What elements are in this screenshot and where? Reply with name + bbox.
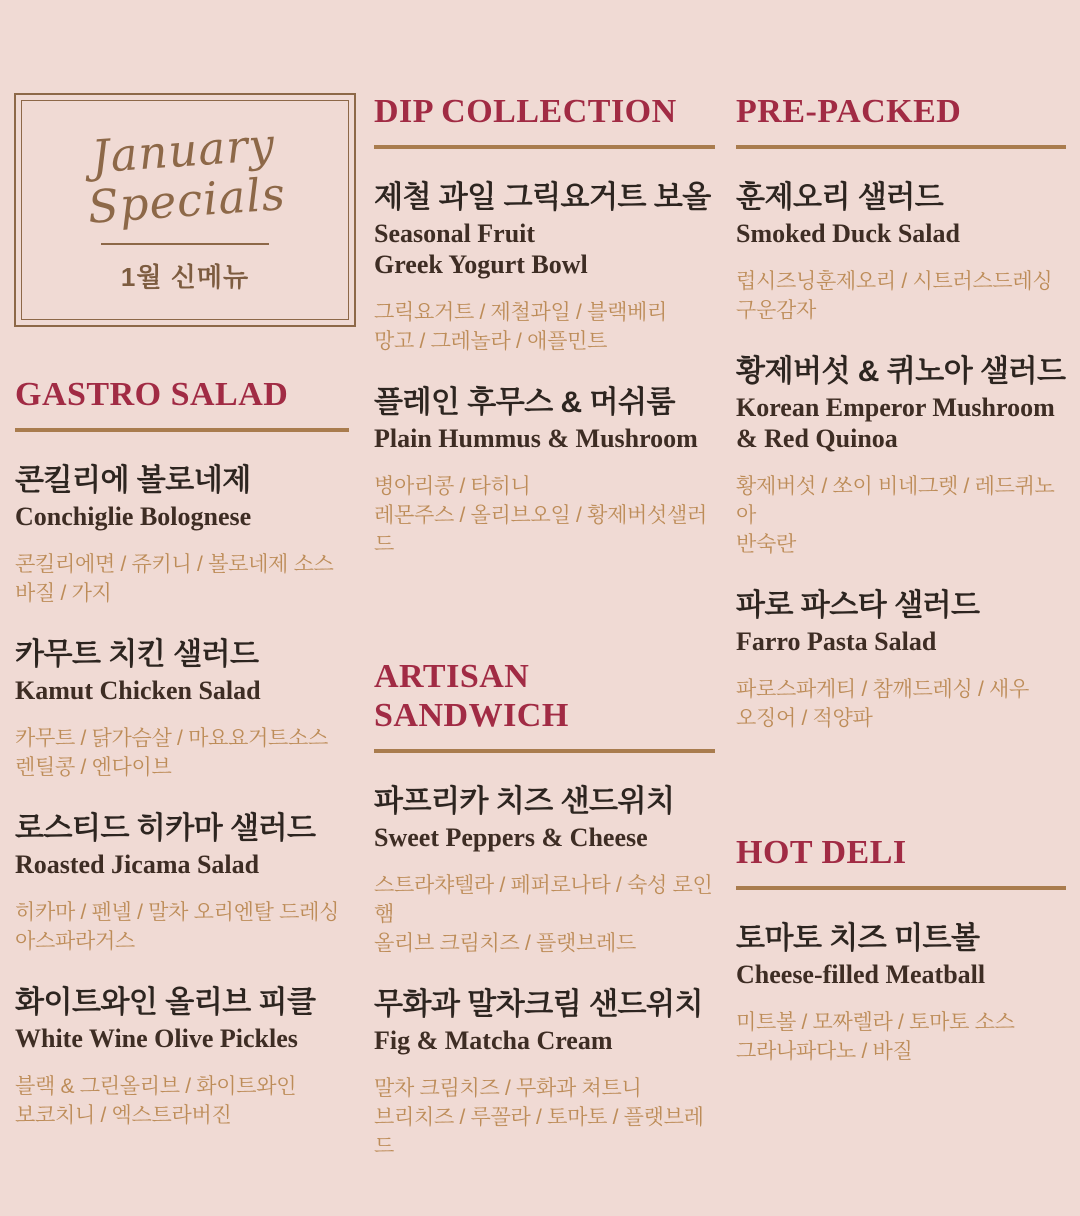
item-name-korean: 플레인 후무스 & 머쉬룸 [374, 386, 675, 419]
section-rule [374, 145, 715, 149]
item-ingredients [15, 898, 349, 956]
item-ingredients [374, 298, 715, 356]
item-name-english: Conchiglie Bolognese [15, 502, 252, 531]
section-dip-collection [374, 92, 715, 559]
ingredient-line: 황제버섯 / 쏘이 비네그렛 / 레드퀴노아 [736, 475, 1055, 527]
ingredient-line: 보코치니 / 엑스트라버진 [15, 1104, 232, 1127]
ingredient-line: 그릭요거트 / 제철과일 / 블랙베리 [374, 301, 668, 324]
section-rule [15, 428, 349, 432]
menu-item [374, 386, 715, 559]
badge-script-line1: January [89, 117, 277, 184]
ingredient-line: 올리브 크림치즈 / 플랫브레드 [374, 932, 636, 955]
section-title: PRE-PACKED [736, 93, 962, 130]
menu-item [736, 589, 1066, 733]
ingredient-line: 브리치즈 / 루꼴라 / 토마토 / 플랫브레드 [374, 1106, 704, 1158]
column-left [15, 0, 349, 1130]
item-name-english: Roasted Jicama Salad [15, 850, 260, 879]
menu-item [15, 464, 349, 608]
column-middle [374, 0, 715, 1161]
item-name-korean: 토마토 치즈 미트볼 [736, 922, 980, 955]
menu-item [15, 638, 349, 782]
item-name-english-line: Korean Emperor Mushroom [736, 393, 1055, 422]
item-ingredients [374, 871, 715, 958]
item-name-english: Kamut Chicken Salad [15, 676, 261, 705]
section-rule [736, 886, 1066, 890]
item-name-english-line: Seasonal Fruit [374, 219, 536, 248]
section-title: ARTISAN SANDWICH [374, 658, 569, 734]
ingredient-line: 럽시즈닝훈제오리 / 시트러스드레싱 [736, 270, 1053, 293]
section-rule [374, 749, 715, 753]
ingredient-line: 블랙 & 그린올리브 / 화이트와인 [15, 1075, 297, 1098]
item-name-english: Sweet Peppers & Cheese [374, 823, 648, 852]
menu-item [736, 355, 1066, 559]
ingredient-line: 말차 크림치즈 / 무화과 쳐트니 [374, 1077, 642, 1100]
ingredient-line: 구운감자 [736, 299, 816, 322]
menu-item [15, 812, 349, 956]
item-ingredients [736, 1008, 1066, 1066]
ingredient-line: 그라나파다노 / 바질 [736, 1040, 913, 1063]
ingredient-line: 히카마 / 펜넬 / 말차 오리엔탈 드레싱 [15, 901, 340, 924]
item-ingredients [374, 472, 715, 559]
section-title: GASTRO SALAD [15, 376, 289, 413]
item-name-korean: 콘킬리에 볼로네제 [15, 464, 251, 497]
section-artisan-sandwich [374, 657, 715, 1161]
ingredient-line: 파로스파게티 / 참깨드레싱 / 새우 [736, 678, 1030, 701]
item-name-english: Smoked Duck Salad [736, 219, 960, 248]
menu-item [374, 785, 715, 958]
badge-script-line2: Specials [86, 167, 288, 235]
item-name-korean: 제철 과일 그릭요거트 보올 [374, 181, 711, 214]
ingredient-line: 미트볼 / 모짜렐라 / 토마토 소스 [736, 1011, 1015, 1034]
ingredient-line: 바질 / 가지 [15, 582, 112, 605]
item-name-korean: 훈제오리 샐러드 [736, 181, 944, 214]
menu-item [374, 181, 715, 356]
item-ingredients [15, 724, 349, 782]
item-name-korean: 파프리카 치즈 샌드위치 [374, 785, 675, 818]
section-gastro-salad [15, 375, 349, 1130]
menu-item [736, 922, 1066, 1066]
section-rule [736, 145, 1066, 149]
item-ingredients [15, 550, 349, 608]
badge-subtitle: 1월 신메뉴 [120, 261, 250, 292]
section-hot-deli [736, 833, 1066, 1066]
column-right [736, 0, 1066, 1066]
ingredient-line: 아스파라거스 [15, 930, 135, 953]
ingredient-line: 스트라챠텔라 / 페퍼로나타 / 숙성 로인 햄 [374, 874, 713, 926]
section-pre-packed [736, 92, 1066, 733]
item-ingredients [736, 267, 1066, 325]
section-title: DIP COLLECTION [374, 93, 677, 130]
item-name-korean: 무화과 말차크림 샌드위치 [374, 988, 703, 1021]
item-name-english [736, 392, 1066, 454]
item-name-english: Farro Pasta Salad [736, 627, 937, 656]
item-ingredients [374, 1074, 715, 1161]
item-name-english: White Wine Olive Pickles [15, 1024, 298, 1053]
menu-item [374, 988, 715, 1161]
item-name-english: Fig & Matcha Cream [374, 1026, 613, 1055]
ingredient-line: 카무트 / 닭가슴살 / 마요요거트소스 [15, 727, 329, 750]
section-title: HOT DELI [736, 834, 907, 871]
item-name-korean: 카무트 치킨 샐러드 [15, 638, 259, 671]
item-name-english [374, 218, 715, 280]
item-name-korean: 파로 파스타 샐러드 [736, 589, 980, 622]
item-name-korean: 로스티드 히카마 샐러드 [15, 812, 316, 845]
item-ingredients [736, 675, 1066, 733]
item-name-english: Plain Hummus & Mushroom [374, 424, 698, 453]
menu-item [736, 181, 1066, 325]
item-name-english-line: Greek Yogurt Bowl [374, 250, 588, 279]
item-name-english-line: & Red Quinoa [736, 424, 898, 453]
ingredient-line: 레몬주스 / 올리브오일 / 황제버섯샐러드 [374, 504, 707, 556]
item-name-english: Cheese-filled Meatball [736, 960, 986, 989]
ingredient-line: 오징어 / 적양파 [736, 707, 873, 730]
ingredient-line: 렌틸콩 / 엔다이브 [15, 756, 172, 779]
item-ingredients [736, 472, 1066, 559]
menu-item [15, 986, 349, 1130]
ingredient-line: 콘킬리에면 / 쥬키니 / 볼로네제 소스 [15, 553, 334, 576]
ingredient-line: 병아리콩 / 타히니 [374, 475, 531, 498]
ingredient-line: 반숙란 [736, 533, 796, 556]
item-ingredients [15, 1072, 349, 1130]
item-name-korean: 화이트와인 올리브 피클 [15, 986, 316, 1019]
item-name-korean: 황제버섯 & 퀴노아 샐러드 [736, 355, 1066, 388]
ingredient-line: 망고 / 그레놀라 / 애플민트 [374, 330, 608, 353]
